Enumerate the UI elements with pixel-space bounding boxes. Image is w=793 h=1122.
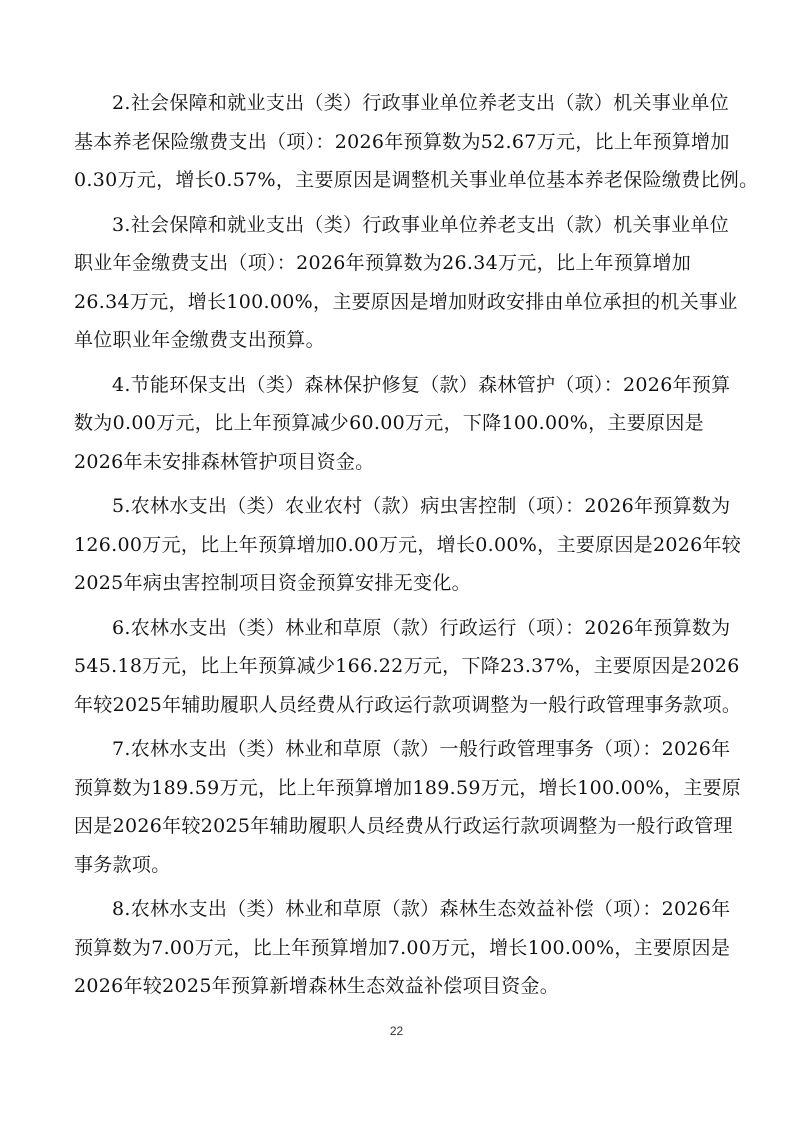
- paragraph-item-2: [74, 84, 759, 200]
- text-line: 7.农林水支出（类）林业和草原（款）一般行政管理事务（项）：2026年: [112, 738, 731, 760]
- paragraph-item-4: [74, 366, 731, 482]
- text-line: 2026年较2025年预算新增森林生态效益补偿项目资金。: [74, 975, 560, 997]
- text-line: 126.00万元，比上年预算增加0.00万元，增长0.00%，主要原因是2026年较: [74, 533, 742, 556]
- paragraph-item-8: [74, 890, 731, 1006]
- text-line: 5.农林水支出（类）农业农村（款）病虫害控制（项）：2026年预算数为: [112, 495, 731, 517]
- text-line: 预算数为7.00万元，比上年预算增加7.00万元，增长100.00%，主要原因是: [74, 936, 731, 959]
- text-line: 545.18万元，比上年预算减少166.22万元，下降23.37%，主要原因是2026: [74, 655, 740, 677]
- paragraph-item-6: [74, 609, 742, 725]
- text-line: 8.农林水支出（类）林业和草原（款）森林生态效益补偿（项）：2026年: [112, 898, 731, 920]
- text-line: 4.节能环保支出（类）森林保护修复（款）森林管护（项）：2026年预算: [112, 373, 731, 396]
- text-line: 6.农林水支出（类）林业和草原（款）行政运行（项）：2026年预算数为: [112, 616, 731, 639]
- text-line: 2025年病虫害控制项目资金预算安排无变化。: [74, 572, 471, 594]
- text-line: 职业年金缴费支出（项）：2026年预算数为26.34万元，比上年预算增加: [74, 252, 692, 274]
- text-line: 0.30万元，增长0.57%，主要原因是调整机关事业单位基本养老保险缴费比例。: [74, 169, 759, 191]
- text-line: 事务款项。: [74, 853, 171, 876]
- text-line: 因是2026年较2025年辅助履职人员经费从行政运行款项调整为一般行政管理: [74, 815, 733, 837]
- paragraph-item-7: [74, 730, 742, 884]
- paragraph-item-5: [74, 487, 742, 603]
- text-line: 3.社会保障和就业支出（类）行政事业单位养老支出（款）机关事业单位: [112, 213, 730, 236]
- paragraph-item-3: [74, 206, 738, 360]
- text-line: 2.社会保障和就业支出（类）行政事业单位养老支出（款）机关事业单位: [112, 92, 730, 114]
- text-line: 单位职业年金缴费支出预算。: [74, 329, 325, 351]
- text-line: 基本养老保险缴费支出（项）：2026年预算数为52.67万元，比上年预算增加: [74, 130, 730, 153]
- text-line: 预算数为189.59万元，比上年预算增加189.59万元，增长100.00%，主要原: [74, 776, 742, 799]
- text-line: 数为0.00万元，比上年预算减少60.00万元，下降100.00%，主要原因是: [74, 412, 704, 434]
- document-body: [74, 84, 759, 1012]
- text-line: 26.34万元，增长100.00%，主要原因是增加财政安排由单位承担的机关事业: [74, 290, 738, 313]
- page-number: 22: [389, 1024, 404, 1038]
- text-line: 年较2025年辅助履职人员经费从行政运行款项调整为一般行政管理事务款项。: [74, 693, 742, 716]
- text-line: 2026年未安排森林管护项目资金。: [74, 450, 375, 473]
